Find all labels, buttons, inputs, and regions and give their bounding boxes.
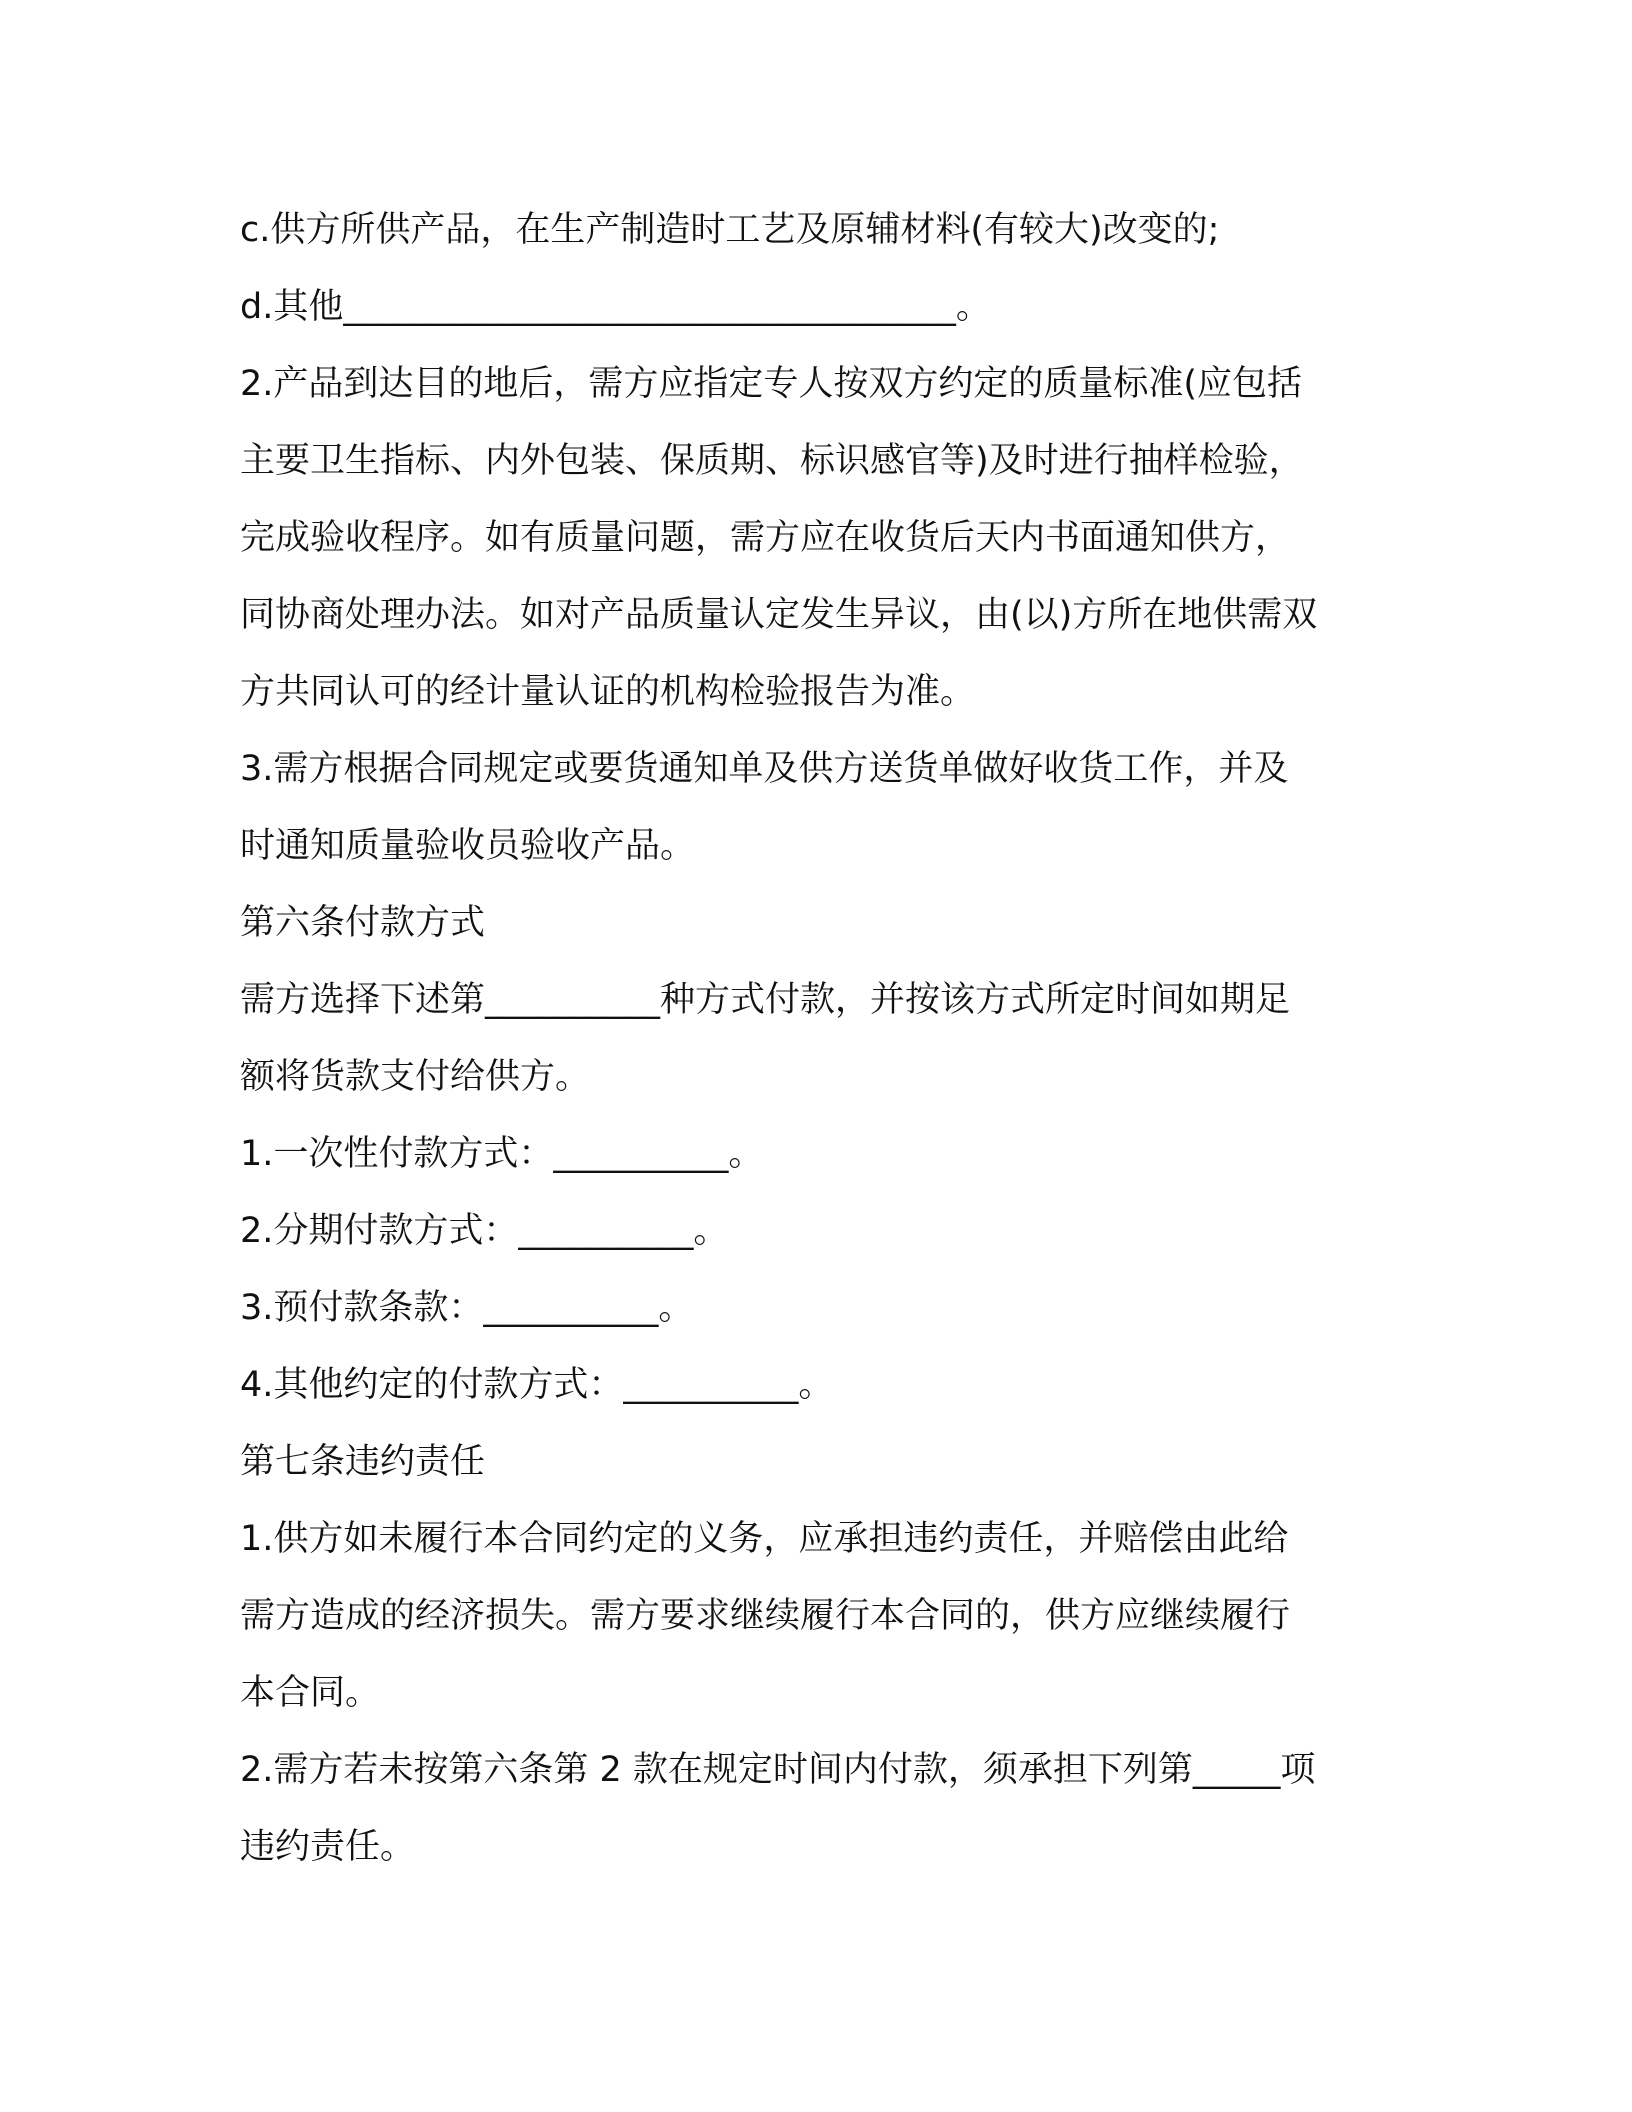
paragraph-line: 方共同认可的经计量认证的机构检验报告为准。: [240, 672, 976, 712]
paragraph-line: 额将货款支付给供方。: [240, 1057, 591, 1097]
payment-option-1: 1.一次性付款方式：__________。: [240, 1134, 764, 1174]
paragraph-line: 需方选择下述第__________种方式付款，并按该方式所定时间如期足: [240, 980, 1291, 1020]
paragraph-line: 需方造成的经济损失。需方要求继续履行本合同的，供方应继续履行: [240, 1596, 1291, 1636]
paragraph-line: 3.需方根据合同规定或要货通知单及供方送货单做好收货工作，并及: [240, 749, 1289, 789]
section-heading-article-7: 第七条违约责任: [240, 1442, 486, 1482]
payment-option-2: 2.分期付款方式：__________。: [240, 1211, 729, 1251]
paragraph-line: 时通知质量验收员验收产品。: [240, 826, 696, 866]
section-heading-article-6: 第六条付款方式: [240, 903, 486, 943]
document-body: [240, 192, 1400, 1886]
paragraph-line: 同协商处理办法。如对产品质量认定发生异议，由(以)方所在地供需双: [240, 595, 1318, 635]
payment-option-3: 3.预付款条款：__________。: [240, 1288, 694, 1328]
paragraph-line: 主要卫生指标、内外包装、保质期、标识感官等)及时进行抽样检验，: [240, 441, 1304, 481]
paragraph-line-d: d.其他___________________________________。: [240, 287, 991, 327]
paragraph-line: 完成验收程序。如有质量问题，需方应在收货后天内书面通知供方，: [240, 518, 1291, 558]
paragraph-line: 1.供方如未履行本合同约定的义务，应承担违约责任，并赔偿由此给: [240, 1519, 1289, 1559]
paragraph-line: 本合同。: [240, 1673, 381, 1713]
paragraph-line: 2.需方若未按第六条第 2 款在规定时间内付款，须承担下列第_____项: [240, 1750, 1316, 1790]
paragraph-line: 违约责任。: [240, 1827, 416, 1867]
paragraph-line: 2.产品到达目的地后，需方应指定专人按双方约定的质量标准(应包括: [240, 364, 1303, 404]
payment-option-4: 4.其他约定的付款方式：__________。: [240, 1365, 834, 1405]
paragraph-line-c: c.供方所供产品，在生产制造时工艺及原辅材料(有较大)改变的;: [240, 210, 1220, 250]
